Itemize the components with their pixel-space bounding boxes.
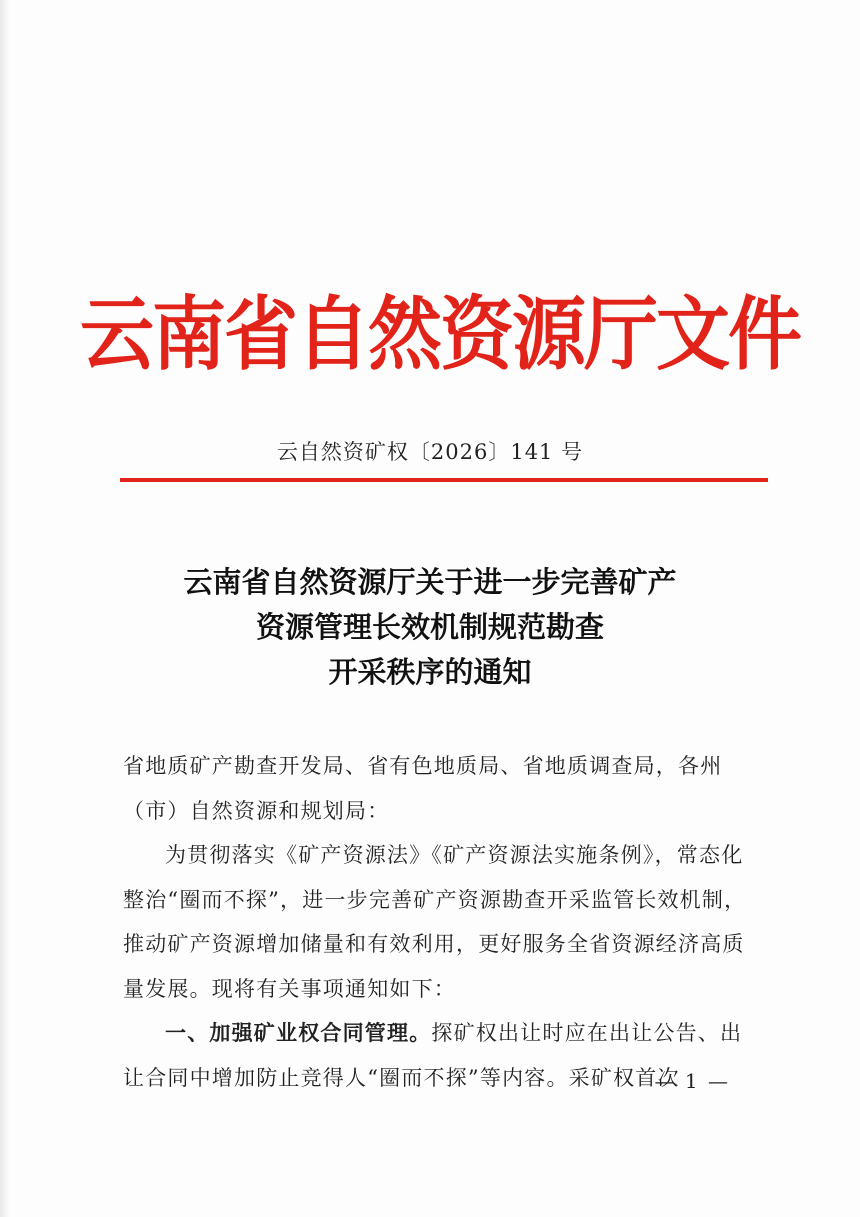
title-line-3: 开采秩序的通知 <box>328 655 532 689</box>
red-separator-line <box>120 478 768 482</box>
section-1-text: 探矿权出让时应在出让公告、出让合同中增加防止竞得人“圈而不探”等内容。采矿权首次 <box>123 1021 743 1090</box>
document-title <box>0 560 860 695</box>
title-line-2: 资源管理长效机制规范勘查 <box>255 610 604 644</box>
document-number: 云自然资矿权〔2026〕141 号 <box>276 440 584 464</box>
title-line-1: 云南省自然资源厅关于进一步完善矿产 <box>183 565 677 599</box>
document-masthead: 云南省自然资源厅文件 <box>80 288 800 382</box>
section-1-heading: 一、加强矿业权合同管理。 <box>165 1020 432 1045</box>
document-body <box>123 744 763 1100</box>
intro-paragraph: 为贯彻落实《矿产资源法》《矿产资源法实施条例》，常态化整治“圈而不探”，进一步完善矿产资源勘查开采监管长效机制，推动矿产资源增加储量和有效利用，更好服务全省资源经济高质量发展。现将有关事项通知如下： <box>123 843 747 1001</box>
page-number: — 1 — <box>654 1069 730 1093</box>
recipients-paragraph: 省地质矿产勘查开发局、省有色地质局、省地质调查局，各州（市）自然资源和规划局： <box>123 754 723 823</box>
